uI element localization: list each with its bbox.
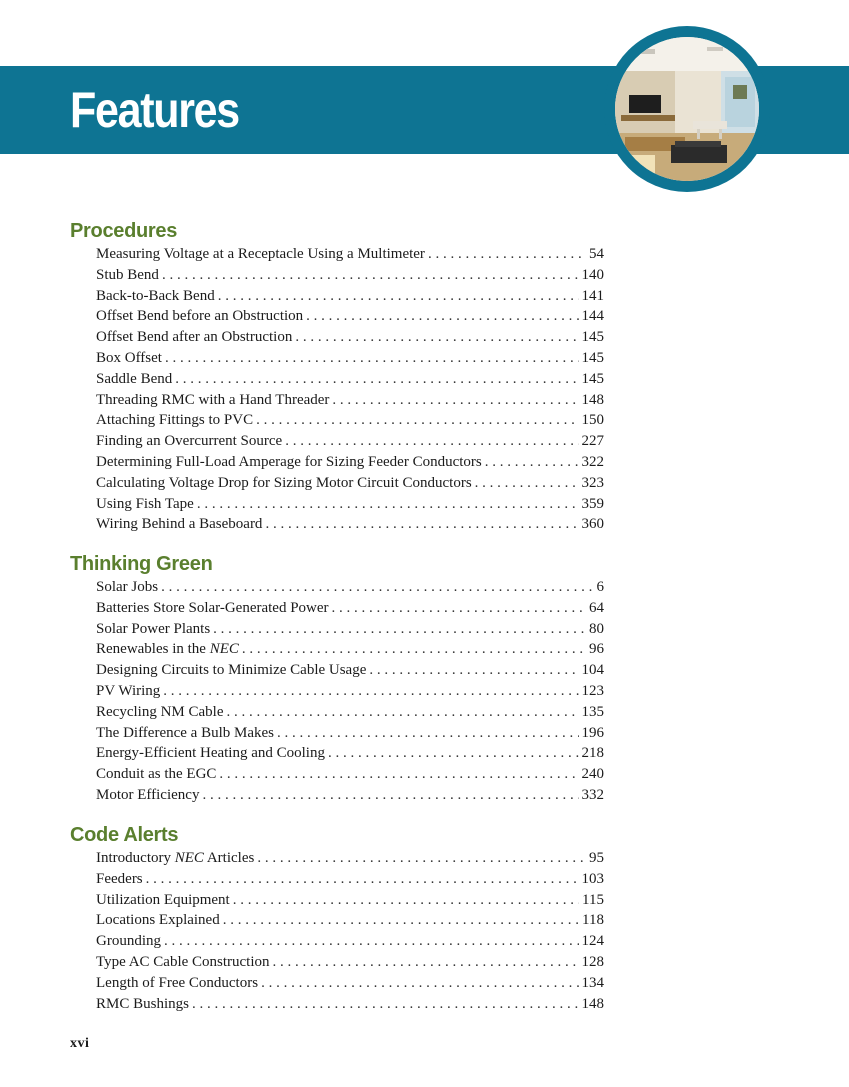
entry-page-number: 322	[581, 453, 604, 470]
toc-entry	[96, 369, 604, 390]
toc-entry	[96, 286, 604, 307]
entry-page-number: 144	[581, 308, 604, 325]
entry-page-number: 148	[581, 391, 604, 408]
dot-leader	[226, 702, 578, 723]
entry-page-number: 148	[581, 995, 604, 1012]
entry-title: Measuring Voltage at a Receptacle Using a Multimeter	[96, 246, 425, 262]
toc-entry	[96, 952, 604, 973]
toc-entry	[96, 598, 604, 619]
entry-page-number: 6	[596, 579, 604, 595]
dot-leader	[475, 473, 579, 494]
entry-title-italic: NEC	[174, 850, 204, 866]
dot-leader	[163, 681, 578, 702]
toc-entry	[96, 514, 604, 535]
toc-entry	[96, 348, 604, 369]
entry-title: Conduit as the EGC	[96, 766, 217, 783]
entry-page-number: 145	[581, 349, 604, 366]
entry-title: Finding an Overcurrent Source	[96, 433, 283, 450]
entry-page-number: 104	[581, 662, 604, 679]
toc-entry	[96, 619, 604, 640]
entry-title: Solar Jobs	[96, 579, 159, 595]
dot-leader	[175, 369, 578, 390]
entry-page-number: 332	[581, 786, 604, 803]
dot-leader	[161, 577, 593, 598]
entry-title: Threading RMC with a Hand Threader	[96, 391, 330, 408]
page-title: Features	[70, 82, 239, 138]
entry-title: Motor Efficiency	[96, 786, 200, 803]
entry-title-text: Articles	[203, 850, 255, 866]
entry-title-text: Renewables in the	[96, 641, 210, 658]
section-heading: Procedures	[70, 220, 178, 242]
toc-entry	[96, 494, 604, 515]
entry-title: PV Wiring	[96, 682, 161, 699]
toc-entry	[96, 390, 604, 411]
entry-title: Saddle Bend	[96, 370, 173, 387]
dot-leader	[277, 723, 579, 744]
dot-leader	[202, 785, 578, 806]
toc-entry	[96, 890, 604, 911]
toc-entry	[96, 639, 604, 660]
entry-title: Using Fish Tape	[96, 495, 194, 512]
entry-page-number: 218	[581, 745, 604, 762]
entry-page-number: 196	[581, 724, 604, 741]
dot-leader	[213, 619, 586, 640]
entry-page-number: 150	[581, 412, 604, 429]
entry-title-text: Introductory	[96, 850, 175, 866]
entry-title: Offset Bend before an Obstruction	[96, 308, 304, 325]
entry-title: Energy-Efficient Heating and Cooling	[96, 745, 325, 762]
toc-entry	[96, 973, 604, 994]
dot-leader	[197, 494, 579, 515]
entry-title: Length of Free Conductors	[96, 974, 259, 991]
toc-entry	[96, 452, 604, 473]
toc-entry	[96, 473, 604, 494]
entry-page-number: 64	[589, 599, 604, 616]
toc-entry	[96, 764, 604, 785]
dot-leader	[192, 994, 579, 1015]
entry-title: Determining Full-Load Amperage for Sizing Feeder Conductors	[96, 453, 482, 470]
code-alerts-list	[70, 848, 610, 1014]
entry-title: Back-to-Back Bend	[96, 287, 215, 304]
entry-page-number: 240	[581, 766, 604, 783]
entry-title: Box Offset	[96, 349, 162, 366]
dot-leader	[428, 244, 586, 265]
page-number: xvi	[70, 1036, 90, 1051]
entry-title: Locations Explained	[96, 912, 220, 929]
procedures-list	[70, 244, 610, 535]
entry-page-number: 54	[589, 246, 604, 262]
thinking-green-list	[70, 577, 610, 806]
toc-entry	[96, 994, 604, 1015]
toc-entry	[96, 848, 604, 869]
dot-leader	[328, 743, 579, 764]
entry-title: Recycling NM Cable	[96, 703, 224, 720]
entry-title: RMC Bushings	[96, 995, 189, 1012]
entry-page-number: 115	[582, 891, 604, 908]
entry-page-number: 145	[581, 370, 604, 387]
entry-page-number: 323	[581, 474, 604, 491]
section-code-alerts	[70, 822, 610, 1014]
entry-page-number: 95	[589, 850, 604, 866]
entry-title: Feeders	[96, 870, 143, 887]
section-procedures	[70, 218, 610, 535]
entry-page-number: 141	[581, 287, 604, 304]
toc-entry	[96, 431, 604, 452]
toc-entry	[96, 869, 604, 890]
entry-title	[96, 639, 239, 660]
dot-leader	[223, 910, 579, 931]
toc-entry	[96, 702, 604, 723]
dot-leader	[219, 764, 578, 785]
toc-entry	[96, 910, 604, 931]
dot-leader	[164, 931, 579, 952]
entry-title: Solar Power Plants	[96, 620, 211, 637]
entry-page-number: 135	[581, 703, 604, 720]
entry-title: Offset Bend after an Obstruction	[96, 329, 293, 346]
entry-title: Stub Bend	[96, 266, 159, 283]
entry-page-number: 134	[581, 974, 604, 991]
entry-page-number: 128	[581, 953, 604, 970]
dot-leader	[162, 265, 579, 286]
dot-leader	[306, 306, 578, 327]
entry-page-number: 124	[581, 933, 604, 950]
dot-leader	[257, 848, 586, 869]
toc-entry	[96, 931, 604, 952]
dot-leader	[285, 431, 578, 452]
toc-entry	[96, 265, 604, 286]
entry-title: Designing Circuits to Minimize Cable Usage	[96, 662, 367, 679]
entry-page-number: 227	[581, 433, 604, 450]
toc-entry	[96, 327, 604, 348]
entry-title: Utilization Equipment	[96, 891, 230, 908]
entry-page-number: 123	[581, 682, 604, 699]
toc-entry	[96, 306, 604, 327]
entry-page-number: 103	[581, 870, 604, 887]
dot-leader	[233, 890, 579, 911]
dot-leader	[265, 514, 578, 535]
toc-entry	[96, 723, 604, 744]
entry-title-italic: NEC	[209, 641, 239, 658]
toc-entry	[96, 660, 604, 681]
dot-leader	[242, 639, 586, 660]
dot-leader	[261, 973, 578, 994]
toc-entry	[96, 785, 604, 806]
dot-leader	[146, 869, 579, 890]
toc-entry	[96, 743, 604, 764]
section-heading: Thinking Green	[70, 553, 213, 575]
entry-page-number: 145	[581, 329, 604, 346]
dot-leader	[165, 348, 579, 369]
dot-leader	[332, 598, 586, 619]
dot-leader	[218, 286, 579, 307]
toc-entry	[96, 577, 604, 598]
dot-leader	[256, 410, 578, 431]
entry-page-number: 80	[589, 620, 604, 637]
dot-leader	[273, 952, 579, 973]
dot-leader	[369, 660, 578, 681]
section-heading: Code Alerts	[70, 824, 179, 846]
toc-entry	[96, 410, 604, 431]
entry-title: Wiring Behind a Baseboard	[96, 516, 263, 533]
toc-entry	[96, 681, 604, 702]
living-room-photo	[615, 37, 759, 181]
toc-entry	[96, 244, 604, 265]
dot-leader	[485, 452, 579, 473]
entry-title: Type AC Cable Construction	[96, 953, 270, 970]
entry-title: Grounding	[96, 933, 161, 950]
section-thinking-green	[70, 551, 610, 806]
entry-page-number: 359	[581, 495, 604, 512]
entry-title: The Difference a Bulb Makes	[96, 724, 274, 741]
entry-page-number: 118	[582, 912, 604, 929]
dot-leader	[295, 327, 578, 348]
dot-leader	[332, 390, 578, 411]
entry-title	[96, 848, 254, 869]
entry-page-number: 140	[581, 266, 604, 283]
entry-page-number: 96	[589, 641, 604, 658]
entry-title: Calculating Voltage Drop for Sizing Motor Circuit Conductors	[96, 474, 472, 491]
entry-title: Attaching Fittings to PVC	[96, 412, 254, 429]
entry-title: Batteries Store Solar-Generated Power	[96, 599, 329, 616]
entry-page-number: 360	[581, 516, 604, 533]
